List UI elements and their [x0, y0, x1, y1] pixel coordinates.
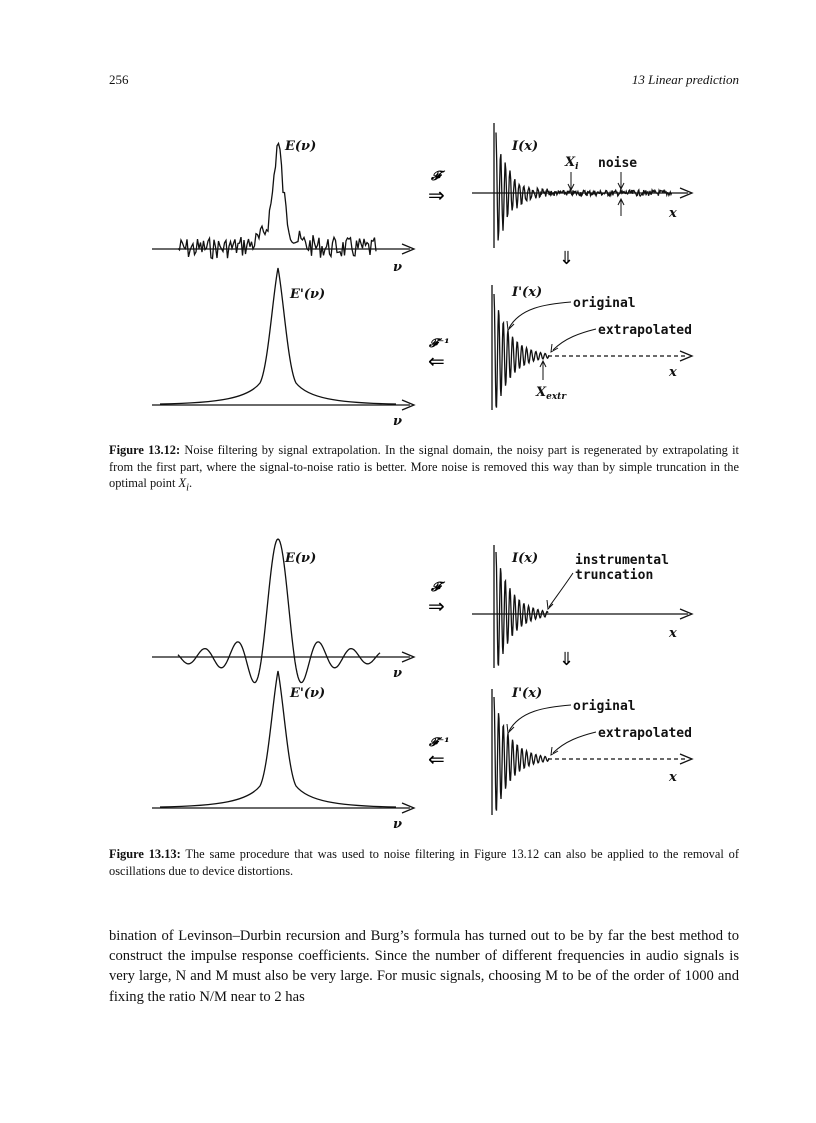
figure-13-13-diagram — [0, 525, 816, 835]
extrapolated-pointer — [553, 329, 596, 350]
inverse-fourier-symbol: 𝓕⁻¹ — [429, 735, 450, 749]
nu-label: ν — [393, 817, 403, 832]
filtered-spectrum-plot — [152, 671, 414, 832]
lorentzian-curve — [160, 671, 396, 807]
caption-symbol: X — [178, 476, 187, 490]
caption-label: Figure 13.13: — [109, 847, 181, 861]
original-label: original — [573, 296, 636, 311]
truncation-pointer — [549, 573, 573, 607]
nu-label: ν — [393, 414, 403, 429]
transform-arrows — [428, 580, 574, 771]
body-paragraph: bination of Levinson–Durbin recursion and Burg’s formula has turned out to be by far the best method to construct the impulse response coefficients. Since the number of different frequencies in audio signals is very large, N and M must also be very large. For music signals, choosing M to be of the order of 1000 and fixing the ratio N/M near to 2 has — [109, 928, 739, 1005]
x-label: x — [669, 365, 677, 380]
extrapolated-signal-plot — [492, 285, 692, 410]
running-head: 13 Linear prediction — [631, 72, 739, 87]
original-label: original — [573, 699, 636, 714]
left-double-arrow-icon: ⇐ — [428, 747, 445, 771]
noisy-spectrum-plot — [152, 139, 414, 275]
extrapolated-pointer — [553, 732, 596, 753]
xi-label: $X_i$ — [565, 155, 579, 172]
xextr-label: $X_{extr}$ — [536, 385, 567, 402]
figure-13-12 — [0, 118, 816, 429]
filtered-spectrum-plot — [152, 268, 414, 429]
x-label: x — [669, 626, 677, 641]
transform-arrows — [428, 169, 574, 373]
original-pointer — [509, 302, 571, 328]
extrapolated-label: extrapolated — [598, 323, 692, 338]
i-prime-x-label: I'(x) — [512, 686, 543, 701]
sinc-spectrum-plot — [152, 539, 414, 683]
e-prime-nu-label: E'(ν) — [290, 686, 326, 701]
nu-label: ν — [393, 666, 403, 681]
noisy-signal-plot — [472, 123, 692, 248]
down-double-arrow-icon: ⇓ — [559, 649, 575, 670]
caption-text: Noise filtering by signal extrapolation. In the signal domain, the noisy part is regenerated by extrapolating it from the first part, where the signal-to-noise ratio is better. More noise is removed this way than by simple truncation in the optimal point — [109, 443, 739, 490]
original-pointer — [509, 705, 571, 731]
noise-label: noise — [598, 156, 638, 171]
i-x-label: I(x) — [512, 551, 539, 566]
page-number: 256 — [109, 72, 129, 87]
down-double-arrow-icon: ⇓ — [559, 248, 575, 269]
i-prime-x-label: I'(x) — [512, 285, 543, 300]
truncation-label: truncation — [575, 568, 654, 583]
original-decay-signal — [494, 697, 549, 811]
truncated-decay-signal — [496, 552, 548, 666]
e-prime-nu-label: E'(ν) — [290, 287, 326, 302]
e-nu-label: E(ν) — [285, 551, 317, 566]
caption-text: The same procedure that was used to noise filtering in Figure 13.12 can also be applied to the removal of oscillations due to device distortions. — [109, 847, 739, 878]
caption-subscript: i — [186, 482, 189, 494]
extrapolated-signal-plot — [492, 686, 692, 815]
figure-13-13 — [0, 525, 816, 835]
x-label: x — [669, 770, 677, 785]
x-label: x — [669, 206, 677, 221]
right-double-arrow-icon: ⇒ — [428, 183, 445, 207]
caption-end: . — [189, 476, 193, 490]
right-double-arrow-icon: ⇒ — [428, 594, 445, 618]
lorentzian-curve — [160, 268, 396, 404]
left-double-arrow-icon: ⇐ — [428, 349, 445, 373]
inverse-fourier-symbol: 𝓕⁻¹ — [429, 336, 450, 350]
fourier-symbol: 𝓕 — [431, 169, 441, 184]
i-x-label: I(x) — [512, 139, 539, 154]
figure-13-13-caption — [109, 846, 739, 879]
truncation-pointer-head — [547, 600, 553, 609]
caption-label: Figure 13.12: — [109, 443, 181, 457]
nu-label: ν — [393, 260, 403, 275]
fourier-symbol: 𝓕 — [431, 580, 441, 595]
extrapolated-label: extrapolated — [598, 726, 692, 741]
truncated-signal-plot — [472, 545, 692, 668]
instrumental-label: instrumental — [575, 553, 669, 568]
noisy-spectrum-curve — [178, 143, 376, 258]
truncated-spectrum-curve — [178, 539, 380, 683]
figure-13-12-caption — [109, 442, 739, 497]
e-nu-label: E(ν) — [285, 139, 317, 154]
figure-13-12-diagram — [0, 118, 816, 429]
